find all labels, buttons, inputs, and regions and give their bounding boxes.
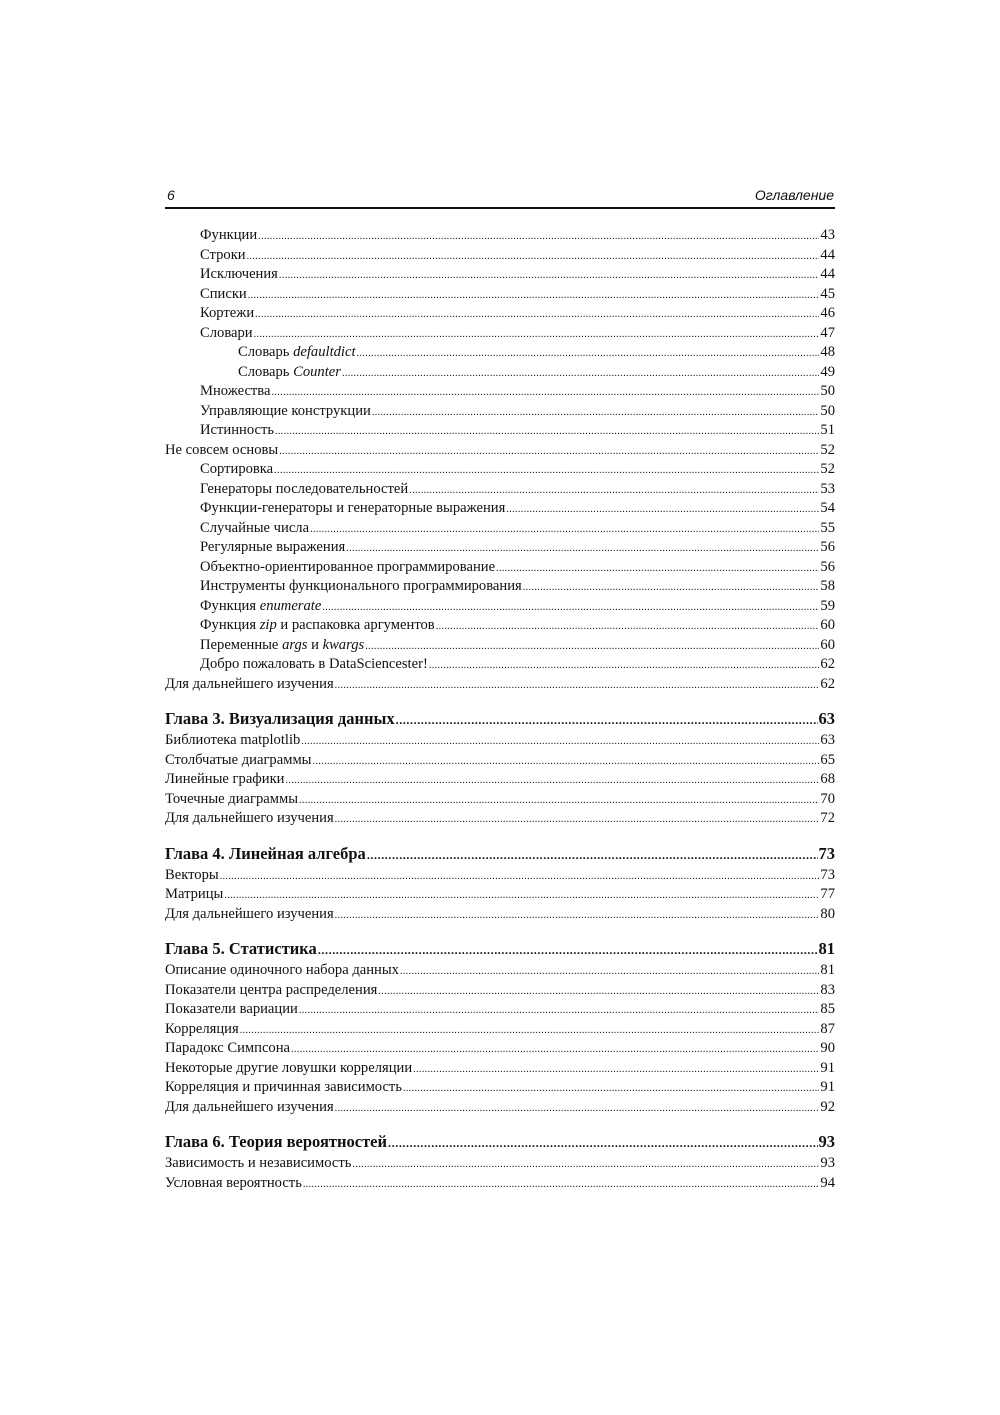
toc-page-number: 45: [820, 285, 835, 302]
toc-entry-title: [165, 441, 278, 461]
toc-entry[interactable]: [165, 1000, 835, 1020]
toc-entry-title: [200, 226, 257, 246]
toc-entry-title: [200, 324, 253, 344]
toc-leader-dots: [335, 676, 820, 695]
toc-title-italic: enumerate: [259, 597, 322, 614]
table-of-contents: [165, 226, 835, 1193]
toc-leader-dots: [409, 481, 819, 500]
toc-title-text: Случайные числа: [200, 519, 310, 536]
toc-entry[interactable]: [165, 1059, 835, 1079]
toc-page-number: 90: [820, 1040, 835, 1056]
toc-entry[interactable]: [165, 1174, 835, 1194]
toc-leader-dots: [496, 559, 819, 578]
chapter-spacer: [165, 924, 835, 937]
toc-entry-title: [165, 981, 377, 1001]
toc-leader-dots: [372, 403, 820, 422]
toc-entry-title: [165, 885, 223, 905]
toc-leader-dots: [352, 1155, 819, 1174]
toc-entry[interactable]: [165, 538, 835, 558]
toc-title-text: Столбчатые диаграммы: [165, 751, 312, 768]
toc-page-number: 46: [820, 305, 835, 321]
toc-page-number: 52: [820, 441, 835, 458]
toc-entry-title: [165, 1020, 239, 1040]
toc-entry-title: [165, 1154, 351, 1174]
toc-title-text: Регулярные выражения: [200, 539, 346, 555]
page-number: 6: [167, 187, 175, 203]
toc-page-number: 83: [820, 981, 835, 998]
toc-title-text: Парадокс Симпсона: [165, 1040, 291, 1056]
toc-leader-dots: [335, 810, 820, 829]
toc-leader-dots: [378, 982, 819, 1001]
toc-entry-title: [238, 363, 341, 383]
toc-entry-title: [200, 597, 321, 617]
toc-title-text: Библиотека matplotlib: [165, 732, 301, 748]
toc-leader-dots: [400, 962, 819, 981]
toc-entry-title: [200, 636, 364, 656]
toc-leader-dots: [403, 1079, 819, 1098]
toc-leader-dots: [335, 906, 820, 925]
toc-title-text: Показатели вариации: [165, 1001, 298, 1017]
toc-leader-dots: [248, 286, 820, 305]
toc-title-text: Зависимость и независимость: [165, 1155, 352, 1171]
toc-page-number: 77: [820, 886, 835, 902]
toc-entry-title: [165, 1000, 298, 1020]
toc-chapter-entry[interactable]: [165, 707, 835, 731]
toc-leader-dots: [220, 867, 820, 886]
toc-page-number: 60: [820, 617, 835, 633]
toc-entry[interactable]: [165, 402, 835, 422]
toc-entry-title: [200, 402, 371, 422]
toc-page-number: 73: [818, 843, 835, 863]
toc-title-text: Для дальнейшего изучения: [165, 905, 334, 922]
toc-leader-dots: [429, 656, 820, 675]
toc-entry-title: [200, 655, 428, 675]
toc-entry[interactable]: [165, 343, 835, 363]
toc-title-text: Для дальнейшего изучения: [165, 675, 334, 692]
toc-entry[interactable]: [165, 519, 835, 539]
toc-title-text: Описание одиночного набора данных: [165, 962, 399, 978]
toc-leader-dots: [413, 1060, 819, 1079]
toc-leader-dots: [240, 1021, 820, 1040]
toc-page-number: 81: [818, 939, 835, 958]
toc-leader-dots: [275, 422, 819, 441]
toc-title-text: Объектно-ориентированное программирование: [200, 558, 496, 575]
toc-title-text: Списки: [200, 285, 247, 302]
toc-leader-dots: [299, 1001, 820, 1020]
toc-page-number: 43: [820, 227, 835, 243]
toc-leader-dots: [299, 791, 819, 810]
toc-leader-dots: [271, 383, 819, 402]
toc-entry-title: [200, 538, 345, 558]
toc-entry[interactable]: [165, 981, 835, 1001]
toc-entry-title: [200, 519, 309, 539]
toc-entry[interactable]: [165, 226, 835, 246]
toc-title-text: Управляющие конструкции: [200, 402, 371, 419]
toc-entry-title: [165, 1039, 290, 1059]
toc-page-number: 53: [820, 480, 835, 497]
toc-entry[interactable]: [165, 499, 835, 519]
toc-leader-dots: [367, 843, 818, 866]
toc-leader-dots: [274, 461, 819, 480]
toc-title-text: Функции: [200, 227, 258, 243]
toc-page-number: 63: [818, 709, 835, 728]
toc-entry-title: [200, 616, 435, 636]
toc-entry[interactable]: [165, 1098, 835, 1118]
toc-leader-dots: [365, 637, 819, 656]
toc-entry[interactable]: [165, 885, 835, 905]
toc-leader-dots: [335, 1099, 820, 1118]
toc-leader-dots: [291, 1040, 819, 1059]
toc-entry-title: [200, 558, 495, 578]
toc-leader-dots: [258, 227, 819, 246]
toc-page-number: 59: [820, 597, 835, 614]
toc-chapter-entry[interactable]: [165, 1130, 835, 1154]
toc-title-text: Словарь: [238, 363, 294, 380]
toc-leader-dots: [312, 752, 819, 771]
toc-leader-dots: [303, 1175, 820, 1194]
toc-entry-title: [165, 675, 334, 695]
page-header: [165, 187, 835, 209]
toc-leader-dots: [247, 247, 820, 266]
toc-title-text: Добро пожаловать в DataSciencester!: [200, 656, 428, 672]
toc-title-text: Инструменты функционального программирования: [200, 578, 522, 594]
toc-title-text: Векторы: [165, 866, 219, 883]
toc-entry-title: [165, 937, 317, 961]
toc-entry-title: [165, 842, 366, 866]
toc-page-number: 73: [820, 866, 835, 883]
toc-page-number: 93: [820, 1155, 835, 1171]
toc-chapter-entry[interactable]: [165, 842, 835, 866]
toc-title-text: Показатели центра распределения: [165, 981, 378, 998]
toc-entry-title: [165, 1130, 387, 1154]
toc-entry-title: [165, 866, 219, 886]
toc-entry[interactable]: [165, 790, 835, 810]
toc-entry-title: [165, 751, 311, 771]
toc-entry-title: [200, 246, 246, 266]
toc-title-text: Для дальнейшего изучения: [165, 1098, 334, 1115]
toc-entry-title: [200, 265, 278, 285]
toc-title-text: Корреляция: [165, 1020, 239, 1037]
chapter-spacer: [165, 1117, 835, 1130]
toc-entry[interactable]: [165, 324, 835, 344]
toc-entry[interactable]: [165, 285, 835, 305]
toc-entry[interactable]: [165, 809, 835, 829]
toc-page-number: 50: [820, 383, 835, 399]
toc-entry[interactable]: [165, 265, 835, 285]
toc-title-italic: Counter: [293, 363, 341, 380]
toc-entry-title: [200, 499, 505, 519]
toc-entry-title: [165, 1059, 412, 1079]
toc-entry[interactable]: [165, 421, 835, 441]
chapter-spacer: [165, 829, 835, 842]
toc-title-text: Глава 4. Линейная алгебра: [165, 843, 366, 863]
toc-entry-title: [238, 343, 356, 363]
toc-title-text: Не совсем основы: [165, 441, 279, 458]
toc-page-number: 52: [820, 461, 835, 477]
toc-leader-dots: [254, 325, 820, 344]
toc-entry[interactable]: [165, 558, 835, 578]
toc-page-number: 81: [820, 962, 835, 978]
toc-title-text: Глава 3. Визуализация данных: [165, 709, 395, 728]
running-title: Оглавление: [754, 187, 834, 203]
toc-entry[interactable]: [165, 246, 835, 266]
toc-entry-title: [200, 285, 247, 305]
toc-entry[interactable]: [165, 636, 835, 656]
toc-entry-title: [165, 961, 399, 981]
toc-entry-title: [200, 480, 408, 500]
toc-entry[interactable]: [165, 905, 835, 925]
toc-page-number: 62: [820, 656, 835, 672]
toc-leader-dots: [279, 266, 820, 285]
toc-leader-dots: [396, 708, 818, 731]
toc-page-number: 49: [820, 363, 835, 380]
toc-entry[interactable]: [165, 441, 835, 461]
toc-title-text: Множества: [200, 383, 271, 399]
toc-leader-dots: [346, 539, 819, 558]
toc-entry[interactable]: [165, 866, 835, 886]
toc-entry[interactable]: [165, 382, 835, 402]
toc-leader-dots: [523, 578, 820, 597]
toc-page-number: 65: [820, 751, 835, 768]
toc-title-text: Для дальнейшего изучения: [165, 810, 334, 826]
toc-leader-dots: [224, 886, 819, 905]
toc-entry[interactable]: [165, 655, 835, 675]
toc-page-number: 68: [820, 771, 835, 787]
toc-page-number: 92: [820, 1098, 835, 1115]
toc-page-number: 94: [820, 1174, 835, 1191]
toc-entry-title: [200, 304, 254, 324]
toc-title-text: Переменные: [200, 636, 283, 653]
toc-entry[interactable]: [165, 751, 835, 771]
toc-entry[interactable]: [165, 597, 835, 617]
toc-title-italic: zip: [259, 617, 277, 633]
toc-entry[interactable]: [165, 363, 835, 383]
toc-page-number: 56: [820, 539, 835, 555]
toc-title-text: Функция: [200, 597, 260, 614]
toc-title-text: Исключения: [200, 266, 278, 282]
toc-leader-dots: [255, 305, 819, 324]
toc-title-text: Функции-генераторы и генераторные выражения: [200, 500, 506, 516]
toc-title-after: и распаковка аргументов: [276, 617, 435, 633]
toc-leader-dots: [285, 771, 819, 790]
toc-entry-title: [200, 460, 273, 480]
toc-page-number: 91: [820, 1059, 835, 1076]
toc-entry-title: [200, 577, 522, 597]
toc-entry-title: [165, 707, 395, 731]
toc-page-number: 44: [820, 246, 835, 263]
toc-page-number: 62: [820, 675, 835, 692]
toc-page-number: 93: [818, 1132, 835, 1151]
toc-leader-dots: [506, 500, 819, 519]
toc-title-text: Строки: [200, 246, 246, 263]
toc-entry[interactable]: [165, 480, 835, 500]
toc-entry[interactable]: [165, 1078, 835, 1098]
toc-title-italic: defaultdict: [293, 344, 356, 360]
toc-title-text: Генераторы последовательностей: [200, 480, 409, 497]
toc-page-number: 85: [820, 1001, 835, 1017]
toc-entry[interactable]: [165, 1154, 835, 1174]
toc-title-text: Условная вероятность: [165, 1174, 302, 1191]
toc-entry-title: [165, 770, 284, 790]
toc-title-text: Сортировка: [200, 461, 274, 477]
toc-title-text: Словарь: [238, 344, 294, 360]
toc-title-text: Корреляция и причинная зависимость: [165, 1079, 402, 1095]
toc-leader-dots: [310, 520, 819, 539]
toc-page-number: 47: [820, 324, 835, 341]
toc-title-text: Точечные диаграммы: [165, 790, 299, 807]
toc-title-text: Линейные графики: [165, 771, 285, 787]
toc-entry-title: [200, 421, 274, 441]
toc-title-text: Глава 5. Статистика: [165, 939, 317, 958]
toc-page-number: 72: [820, 810, 835, 826]
toc-leader-dots: [301, 732, 819, 751]
toc-entry[interactable]: [165, 770, 835, 790]
toc-entry-title: [165, 731, 300, 751]
toc-entry-title: [200, 382, 270, 402]
toc-entry[interactable]: [165, 304, 835, 324]
toc-leader-dots: [388, 1131, 817, 1154]
toc-entry-title: [165, 790, 298, 810]
toc-page-number: 60: [820, 636, 835, 653]
toc-leader-dots: [318, 938, 818, 961]
toc-page-number: 54: [820, 500, 835, 516]
toc-leader-dots: [357, 344, 820, 363]
toc-page-number: 70: [820, 790, 835, 807]
toc-title-text: Истинность: [200, 422, 274, 438]
toc-page-number: 63: [820, 732, 835, 748]
toc-leader-dots: [279, 442, 819, 461]
toc-page-number: 55: [820, 519, 835, 536]
toc-leader-dots: [436, 617, 820, 636]
toc-entry-title: [165, 905, 334, 925]
toc-entry-title: [165, 1174, 302, 1194]
toc-page-number: 80: [820, 905, 835, 922]
toc-entry[interactable]: [165, 731, 835, 751]
toc-page-number: 56: [820, 558, 835, 575]
toc-entry[interactable]: [165, 577, 835, 597]
toc-title-italic: args: [282, 636, 308, 653]
toc-entry[interactable]: [165, 961, 835, 981]
toc-entry-title: [165, 1078, 402, 1098]
toc-leader-dots: [322, 598, 819, 617]
toc-page-number: 58: [820, 578, 835, 594]
toc-entry[interactable]: [165, 1039, 835, 1059]
toc-title-text: Словари: [200, 324, 253, 341]
toc-title-text: Матрицы: [165, 886, 224, 902]
toc-entry[interactable]: [165, 675, 835, 695]
toc-title-text: Функция: [200, 617, 260, 633]
toc-title-text: Глава 6. Теория вероятностей: [165, 1132, 388, 1151]
toc-title-after: и: [307, 636, 323, 653]
toc-entry[interactable]: [165, 616, 835, 636]
toc-entry-title: [165, 809, 334, 829]
toc-chapter-entry[interactable]: [165, 937, 835, 961]
toc-entry[interactable]: [165, 460, 835, 480]
toc-page-number: 48: [820, 344, 835, 360]
toc-page-number: 50: [820, 402, 835, 419]
toc-title-text: Кортежи: [200, 305, 255, 321]
toc-leader-dots: [342, 364, 819, 383]
toc-page-number: 51: [820, 422, 835, 438]
toc-title-text: Некоторые другие ловушки корреляции: [165, 1059, 413, 1076]
toc-page-number: 87: [820, 1020, 835, 1037]
chapter-spacer: [165, 694, 835, 707]
toc-entry[interactable]: [165, 1020, 835, 1040]
toc-page-number: 44: [820, 266, 835, 282]
toc-entry-title: [165, 1098, 334, 1118]
toc-page-number: 91: [820, 1079, 835, 1095]
toc-title-italic: kwargs: [322, 636, 365, 653]
